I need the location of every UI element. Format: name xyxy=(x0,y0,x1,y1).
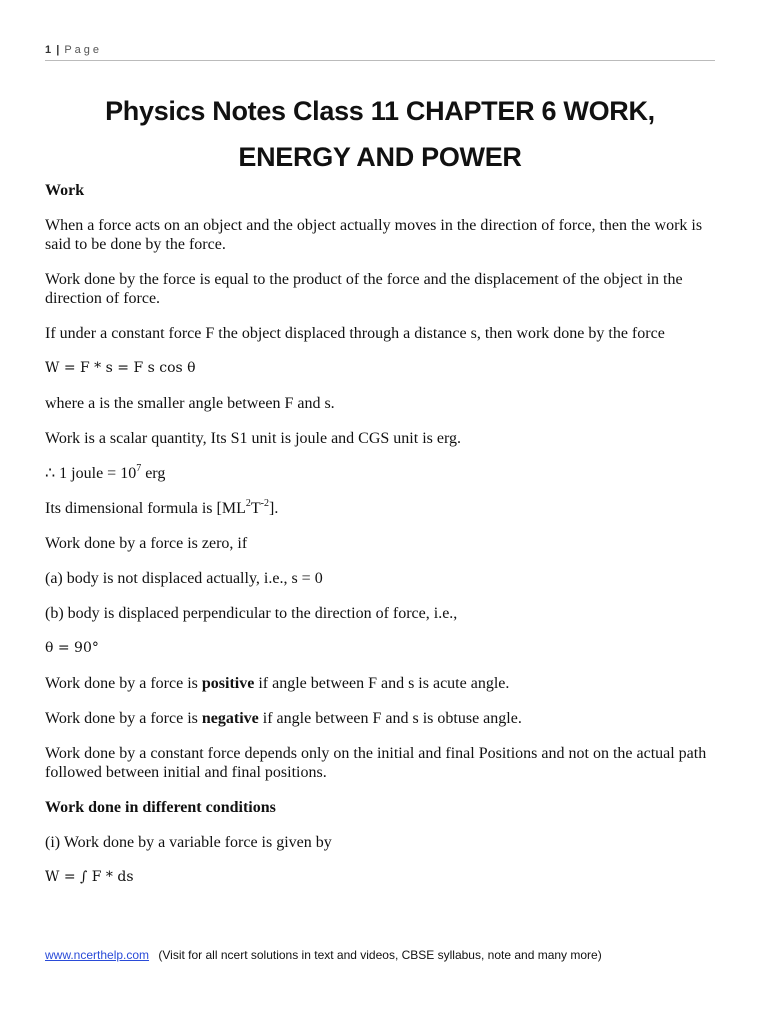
title-line-1: Physics Notes Class 11 CHAPTER 6 WORK, xyxy=(105,96,655,126)
paragraph-definition: When a force acts on an object and the object actually moves in the direction of force, then the work is said to be done by the force. xyxy=(45,217,703,253)
page-label: Page xyxy=(64,44,103,56)
condition-a: (a) body is not displaced actually, i.e., s = 0 xyxy=(45,570,323,587)
page-number: 1 xyxy=(45,44,52,56)
document-body xyxy=(45,181,720,903)
dim-suffix: ]. xyxy=(268,500,279,517)
title-line-2: ENERGY AND POWER xyxy=(238,142,522,172)
negative-after: if angle between F and s is obtuse angle. xyxy=(258,710,522,727)
document-title xyxy=(45,88,715,180)
footer-note: (Visit for all ncert solutions in text and videos, CBSE syllabus, note and many more) xyxy=(158,948,602,962)
footer-link[interactable]: www.ncerthelp.com xyxy=(45,948,150,962)
paragraph-units: Work is a scalar quantity, Its S1 unit is joule and CGS unit is erg. xyxy=(45,430,462,447)
formula-theta: θ = 90° xyxy=(45,640,99,656)
positive-bold: positive xyxy=(201,675,255,692)
positive-after: if angle between F and s is acute angle. xyxy=(254,675,510,692)
formula-integral: W = ∫ F * ds xyxy=(45,869,134,885)
positive-before: Work done by a force is xyxy=(45,675,202,692)
positive-work-line xyxy=(45,674,720,693)
formula-work: W = F * s = F s cos θ xyxy=(45,360,196,376)
page-header xyxy=(45,44,715,61)
heading-conditions: Work done in different conditions xyxy=(45,799,276,816)
joule-suffix: erg xyxy=(141,465,166,482)
paragraph-variable-force: (i) Work done by a variable force is given by xyxy=(45,834,332,851)
dim-exponent-1: 2 xyxy=(245,498,251,509)
joule-prefix: ∴ 1 joule = 10 xyxy=(45,465,137,482)
negative-before: Work done by a force is xyxy=(45,710,202,727)
dim-exponent-2: -2 xyxy=(260,498,269,509)
dimensional-formula xyxy=(45,499,720,518)
negative-work-line xyxy=(45,709,720,728)
paragraph-angle: where a is the smaller angle between F and s. xyxy=(45,395,335,412)
heading-work: Work xyxy=(45,182,85,199)
paragraph-zero-work: Work done by a force is zero, if xyxy=(45,535,248,552)
paragraph-product: Work done by the force is equal to the product of the force and the displacement of the object in the direction of force. xyxy=(45,271,683,307)
paragraph-path-independence: Work done by a constant force depends only on the initial and final Positions and not on the actual path followed between initial and final positions. xyxy=(45,745,707,781)
condition-b: (b) body is displaced perpendicular to the direction of force, i.e., xyxy=(45,605,458,622)
dim-mid: T xyxy=(250,500,261,517)
paragraph-constant-force: If under a constant force F the object displaced through a distance s, then work done by the force xyxy=(45,325,665,342)
joule-exponent: 7 xyxy=(136,463,142,474)
page-footer xyxy=(45,948,725,962)
joule-conversion xyxy=(45,464,720,483)
dim-prefix: Its dimensional formula is [ML xyxy=(45,500,246,517)
page-separator: | xyxy=(56,44,60,56)
negative-bold: negative xyxy=(201,710,259,727)
